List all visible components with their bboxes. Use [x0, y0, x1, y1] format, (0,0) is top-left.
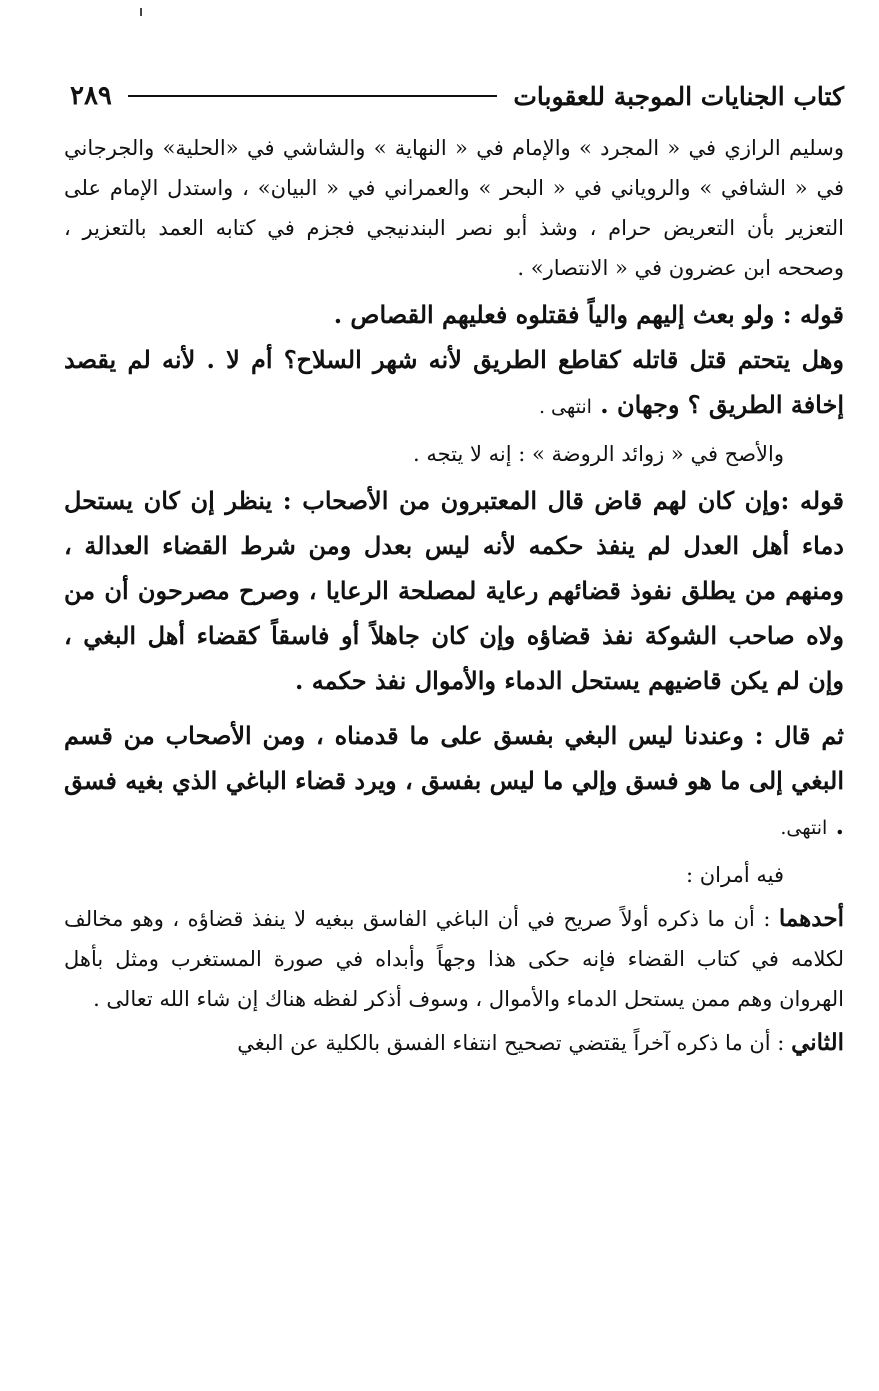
paragraph-9-text: : أن ما ذكره آخراً يقتضي تصحيح انتفاء الفسق بالكلية عن البغي: [237, 1031, 785, 1055]
paragraph-8-lead: أحدهما: [778, 905, 844, 932]
page-body: [64, 128, 844, 1063]
paragraph-3: [64, 337, 844, 430]
paragraph-8-text: : أن ما ذكره أولاً صريح في أن الباغي الفاسق ببغيه لا ينفذ قضاؤه ، وهو مخالف لكلامه في كتاب القضاء فإنه حكى هذا وجهاً وأبداه في صورة المستغرب ومثل بأهل الهروان وهم ممن يستحل الدماء والأموال ، وسوف أذكر لفظه هناك إن شاء الله تعالى .: [64, 907, 844, 1011]
paragraph-3-end: انتهى .: [538, 396, 592, 418]
scan-mark: [140, 8, 142, 16]
header-title: كتاب الجنايات الموجبة للعقوبات: [513, 81, 844, 111]
paragraph-9-lead: الثاني: [791, 1029, 844, 1056]
paragraph-2-text: قوله : ولو بعث إليهم والياً فقتلوه فعليهم القصاص .: [333, 300, 844, 329]
paragraph-5: قوله :وإن كان لهم قاض قال المعتبرون من الأصحاب : ينظر إن كان يستحل دماء أهل العدل لم ينفذ حكمه لأنه ليس بعدل ومن شرط القضاء العدالة ، ومنهم من يطلق نفوذ قضائهم رعاية لمصلحة الرعايا ، وصرح مصرحون أن من ولاه صاحب الشوكة نفذ قضاؤه وإن كان جاهلاً أو فاسقاً كقضاء أهل البغي ، وإن لم يكن قاضيهم يستحل الدماء والأموال نفذ حكمه .: [64, 486, 844, 695]
page-number: ٢٨٩: [70, 81, 112, 111]
paragraph-9: [64, 1023, 844, 1063]
paragraph-6-text: ثم قال : وعندنا ليس البغي بفسق على ما قدمناه ، ومن الأصحاب من قسم البغي إلى ما هو فسق وإلي ما ليس بفسق ، ويرد قضاء الباغي الذي بغيه فسق .: [64, 721, 844, 840]
paragraph-6-end: انتهى.: [780, 817, 828, 839]
paragraph-1: وسليم الرازي في « المجرد » والإمام في « النهاية » والشاشي في «الحلية» والجرجاني في « الشافي » والروياني في « البحر » والعمراني في « البيان» ، واستدل الإمام على التعزير بأن التعريض حرام ، وشذ أبو نصر البندنيجي فجزم في كتابه العمد بالتعزير ، وصححه ابن عضرون في « الانتصار» .: [64, 136, 844, 280]
paragraph-2: [64, 292, 844, 337]
header-rule: [128, 95, 497, 97]
paragraph-4: والأصح في « زوائد الروضة » : إنه لا يتجه .: [412, 442, 784, 466]
paragraph-6: [64, 713, 844, 851]
paragraph-7: فيه أمران :: [686, 863, 784, 887]
paragraph-8: [64, 899, 844, 1019]
running-header: [70, 76, 844, 116]
paragraph-3-text: وهل يتحتم قتل قاتله كقاطع الطريق لأنه شهر السلاح؟ أم لا . لأنه لم يقصد إخافة الطريق ؟ وجهان .: [64, 345, 844, 419]
